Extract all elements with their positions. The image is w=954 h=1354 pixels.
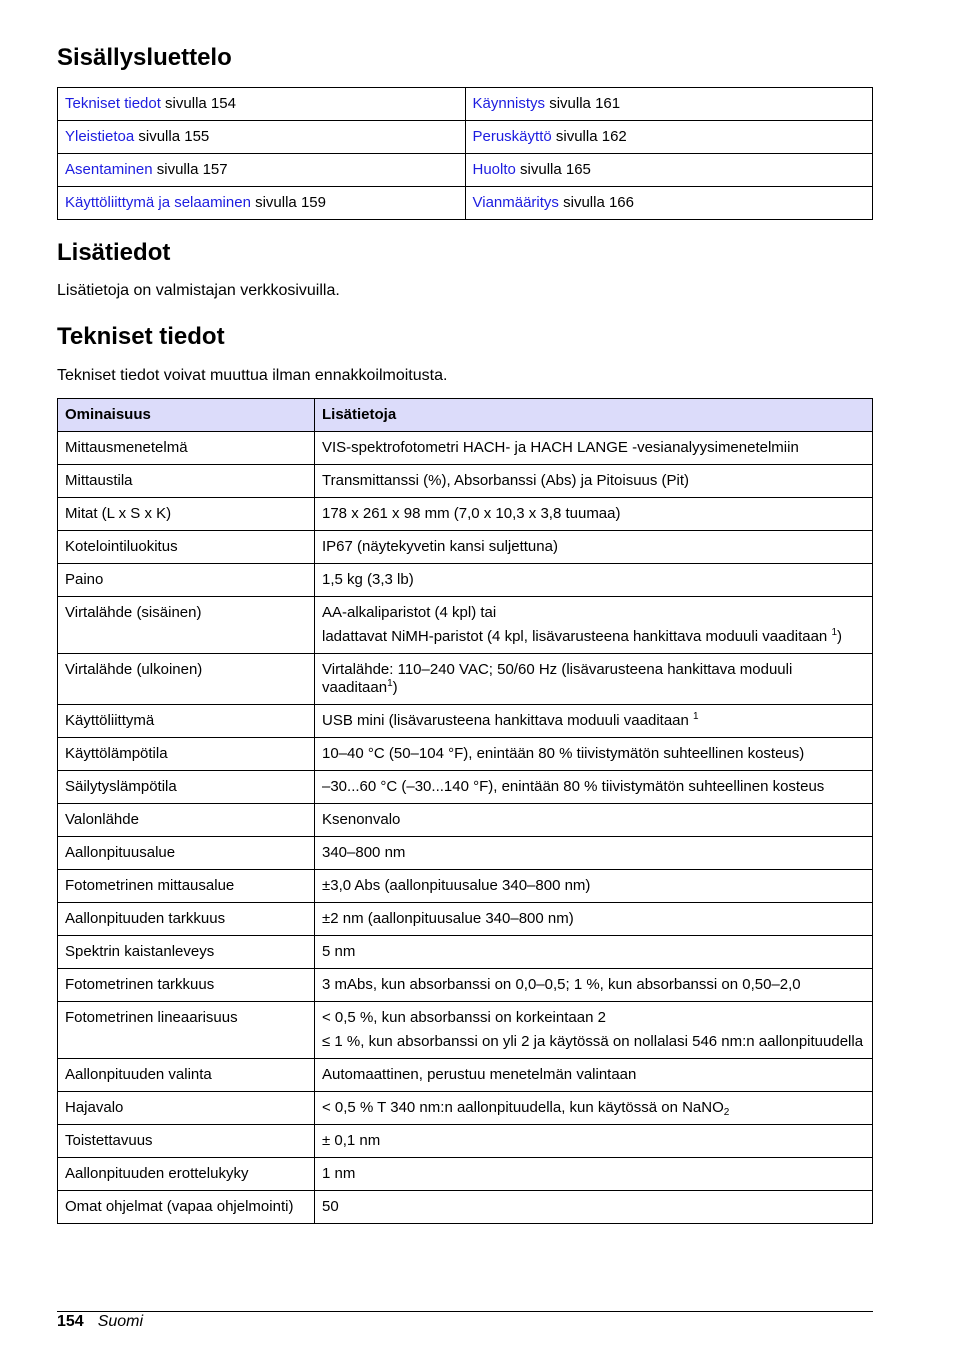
spec-value	[322, 472, 865, 490]
spec-row	[58, 738, 873, 771]
spec-row	[58, 1059, 873, 1092]
info-text: Lisätietoja on valmistajan verkkosivuilla.	[57, 282, 340, 299]
spec-value-cell	[315, 1059, 873, 1092]
spec-value	[322, 571, 865, 589]
toc-row	[58, 121, 873, 154]
toc-cell	[58, 154, 466, 187]
toc-link[interactable]: Käyttöliittymä ja selaaminen	[65, 194, 251, 211]
spec-value-cell	[315, 1092, 873, 1125]
spec-value	[322, 439, 865, 457]
spec-value-cell	[315, 1191, 873, 1224]
spec-value	[322, 943, 865, 961]
spec-name: Virtalähde (sisäinen)	[58, 597, 315, 654]
toc-link[interactable]: Asentaminen	[65, 161, 153, 178]
spec-name: Valonlähde	[58, 804, 315, 837]
spec-name: Fotometrinen lineaarisuus	[58, 1002, 315, 1059]
spec-row	[58, 1092, 873, 1125]
spec-value-text: Automaattinen, perustuu menetelmän valintaan	[322, 1066, 637, 1083]
spec-value-cell	[315, 771, 873, 804]
toc-row	[58, 154, 873, 187]
spec-value-text: < 0,5 %, kun absorbanssi on korkeintaan 2	[322, 1009, 606, 1026]
spec-row	[58, 531, 873, 564]
spec-value-2	[322, 1033, 865, 1051]
spec-name: Käyttöliittymä	[58, 705, 315, 738]
toc-link[interactable]: Yleistietoa	[65, 128, 135, 145]
spec-value-cell	[315, 1125, 873, 1158]
toc-link[interactable]: Vianmääritys	[472, 194, 559, 211]
spec-name: Spektrin kaistanleveys	[58, 936, 315, 969]
spec-value-cell	[315, 531, 873, 564]
spec-value-text: ladattavat NiMH-paristot (4 kpl, lisävarusteena hankittava moduuli vaaditaan	[322, 628, 832, 645]
spec-value-cell	[315, 705, 873, 738]
spec-value-cell	[315, 903, 873, 936]
spec-name: Fotometrinen tarkkuus	[58, 969, 315, 1002]
spec-value	[322, 1198, 865, 1216]
toc-page-ref: sivulla 155	[134, 128, 210, 145]
spec-row	[58, 465, 873, 498]
spec-value-text: 340–800 nm	[322, 844, 406, 861]
spec-row	[58, 969, 873, 1002]
toc-cell	[58, 88, 466, 121]
spec-value	[322, 604, 865, 622]
spec-value	[322, 1132, 865, 1150]
spec-value-cell	[315, 738, 873, 771]
toc-heading: Sisällysluettelo	[57, 44, 232, 71]
footer-rule	[57, 1311, 873, 1312]
spec-row	[58, 1002, 873, 1059]
spec-value-2	[322, 628, 865, 646]
spec-value-text: 178 x 261 x 98 mm (7,0 x 10,3 x 3,8 tuumaa)	[322, 505, 621, 522]
spec-header-feature: Ominaisuus	[58, 399, 315, 432]
spec-value-cell	[315, 498, 873, 531]
spec-value-end: )	[837, 628, 842, 645]
spec-value	[322, 712, 865, 730]
spec-value-cell	[315, 870, 873, 903]
toc-cell	[58, 187, 466, 220]
spec-value	[322, 844, 865, 862]
toc-link[interactable]: Huolto	[472, 161, 516, 178]
toc-page-ref: sivulla 165	[515, 161, 591, 178]
spec-value	[322, 778, 865, 796]
spec-name: Mittaustila	[58, 465, 315, 498]
spec-row	[58, 654, 873, 705]
toc-link[interactable]: Tekniset tiedot	[65, 95, 161, 112]
spec-row	[58, 1191, 873, 1224]
spec-value-cell	[315, 804, 873, 837]
spec-value-end: )	[392, 679, 398, 696]
footer-language: Suomi	[97, 1313, 144, 1330]
toc-row	[58, 88, 873, 121]
spec-value-text: ≤ 1 %, kun absorbanssi on yli 2 ja käytössä on nollalasi 546 nm:n aallonpituudella	[322, 1033, 864, 1050]
spec-row	[58, 804, 873, 837]
spec-value-text: –30...60 °C (–30...140 °F), enintään 80 % tiivistymätön suhteellinen kosteus	[322, 778, 825, 795]
toc-cell	[465, 88, 873, 121]
spec-value-text: Virtalähde: 110–240 VAC; 50/60 Hz (lisävarusteena hankittava moduuli vaaditaan	[322, 661, 793, 696]
spec-value-cell	[315, 465, 873, 498]
toc-cell	[58, 121, 466, 154]
spec-name: Mitat (L x S x K)	[58, 498, 315, 531]
spec-value-text: AA-alkaliparistot (4 kpl) tai	[322, 604, 497, 621]
spec-value	[322, 910, 865, 928]
spec-value-cell	[315, 597, 873, 654]
spec-row	[58, 498, 873, 531]
spec-row	[58, 705, 873, 738]
spec-value	[322, 811, 865, 829]
toc-page-ref: sivulla 159	[250, 194, 326, 211]
spec-row	[58, 903, 873, 936]
spec-value-text: ±3,0 Abs (aallonpituusalue 340–800 nm)	[322, 877, 591, 894]
spec-value	[322, 1066, 865, 1084]
tech-text: Tekniset tiedot voivat muuttua ilman ennakkoilmoitusta.	[57, 367, 448, 384]
spec-row	[58, 936, 873, 969]
toc-cell	[465, 154, 873, 187]
spec-name: Fotometrinen mittausalue	[58, 870, 315, 903]
spec-header-row	[58, 399, 873, 432]
spec-name: Toistettavuus	[58, 1125, 315, 1158]
toc-cell	[465, 121, 873, 154]
spec-value-text: USB mini (lisävarusteena hankittava moduuli vaaditaan	[322, 712, 694, 729]
spec-row	[58, 597, 873, 654]
page-number: 154	[57, 1313, 84, 1330]
toc-table	[57, 87, 873, 220]
spec-row	[58, 432, 873, 465]
footnote-mark: 1	[831, 627, 837, 638]
spec-value-text: 10–40 °C (50–104 °F), enintään 80 % tiivistymätön suhteellinen kosteus)	[322, 745, 805, 762]
spec-name: Aallonpituusalue	[58, 837, 315, 870]
toc-page-ref: sivulla 161	[545, 95, 621, 112]
spec-value-text: Transmittanssi (%), Absorbanssi (Abs) ja Pitoisuus (Pit)	[322, 472, 690, 489]
spec-value-text: VIS-spektrofotometri HACH- ja HACH LANGE -vesianalyysimenetelmiin	[322, 439, 799, 456]
tech-heading: Tekniset tiedot	[57, 323, 225, 350]
spec-value-cell	[315, 432, 873, 465]
toc-row	[58, 187, 873, 220]
spec-header-details: Lisätietoja	[315, 399, 873, 432]
toc-page-ref: sivulla 154	[160, 95, 236, 112]
spec-row	[58, 837, 873, 870]
spec-value-text: ±2 nm (aallonpituusalue 340–800 nm)	[322, 910, 574, 927]
spec-value-cell	[315, 969, 873, 1002]
spec-value	[322, 976, 865, 994]
spec-value-cell	[315, 1002, 873, 1059]
spec-value-cell	[315, 1158, 873, 1191]
spec-value-cell	[315, 654, 873, 705]
spec-name: Aallonpituuden valinta	[58, 1059, 315, 1092]
spec-name: Omat ohjelmat (vapaa ohjelmointi)	[58, 1191, 315, 1224]
spec-value	[322, 538, 865, 556]
spec-value	[322, 505, 865, 523]
spec-name: Kotelointiluokitus	[58, 531, 315, 564]
spec-value-cell	[315, 936, 873, 969]
toc-page-ref: sivulla 166	[558, 194, 634, 211]
toc-page-ref: sivulla 157	[152, 161, 228, 178]
spec-name: Säilytyslämpötila	[58, 771, 315, 804]
toc-cell	[465, 187, 873, 220]
spec-value-cell	[315, 837, 873, 870]
toc-page-ref: sivulla 162	[551, 128, 627, 145]
subscript: 2	[723, 1107, 730, 1118]
spec-row	[58, 564, 873, 597]
spec-name: Paino	[58, 564, 315, 597]
spec-value	[322, 745, 865, 763]
spec-row	[58, 771, 873, 804]
spec-value	[322, 1099, 865, 1117]
spec-name: Aallonpituuden erottelukyky	[58, 1158, 315, 1191]
toc-link[interactable]: Peruskäyttö	[472, 128, 552, 145]
spec-row	[58, 870, 873, 903]
spec-row	[58, 1158, 873, 1191]
spec-value	[322, 661, 865, 697]
footnote-mark: 1	[387, 678, 393, 689]
spec-name: Aallonpituuden tarkkuus	[58, 903, 315, 936]
spec-value	[322, 877, 865, 895]
footnote-mark: 1	[693, 711, 699, 722]
spec-name: Hajavalo	[58, 1092, 315, 1125]
spec-value-text: Ksenonvalo	[322, 811, 401, 828]
spec-name: Virtalähde (ulkoinen)	[58, 654, 315, 705]
spec-value	[322, 1165, 865, 1183]
spec-name: Mittausmenetelmä	[58, 432, 315, 465]
spec-value-text: 50	[322, 1198, 339, 1215]
spec-value	[322, 1009, 865, 1027]
spec-table	[57, 398, 873, 1224]
spec-value-text: < 0,5 % T 340 nm:n aallonpituudella, kun käytössä on NaNO	[322, 1099, 724, 1116]
spec-row	[58, 1125, 873, 1158]
spec-value-text: 1 nm	[322, 1165, 356, 1182]
spec-name: Käyttölämpötila	[58, 738, 315, 771]
spec-value-text: ± 0,1 nm	[322, 1132, 381, 1149]
spec-value-text: 5 nm	[322, 943, 356, 960]
toc-link[interactable]: Käynnistys	[472, 95, 546, 112]
footer	[57, 1312, 143, 1332]
spec-value-text: 1,5 kg (3,3 lb)	[322, 571, 414, 588]
spec-value-text: IP67 (näytekyvetin kansi suljettuna)	[322, 538, 558, 555]
spec-value-cell	[315, 564, 873, 597]
spec-value-text: 3 mAbs, kun absorbanssi on 0,0–0,5; 1 %, kun absorbanssi on 0,50–2,0	[322, 976, 801, 993]
info-heading: Lisätiedot	[57, 239, 171, 266]
